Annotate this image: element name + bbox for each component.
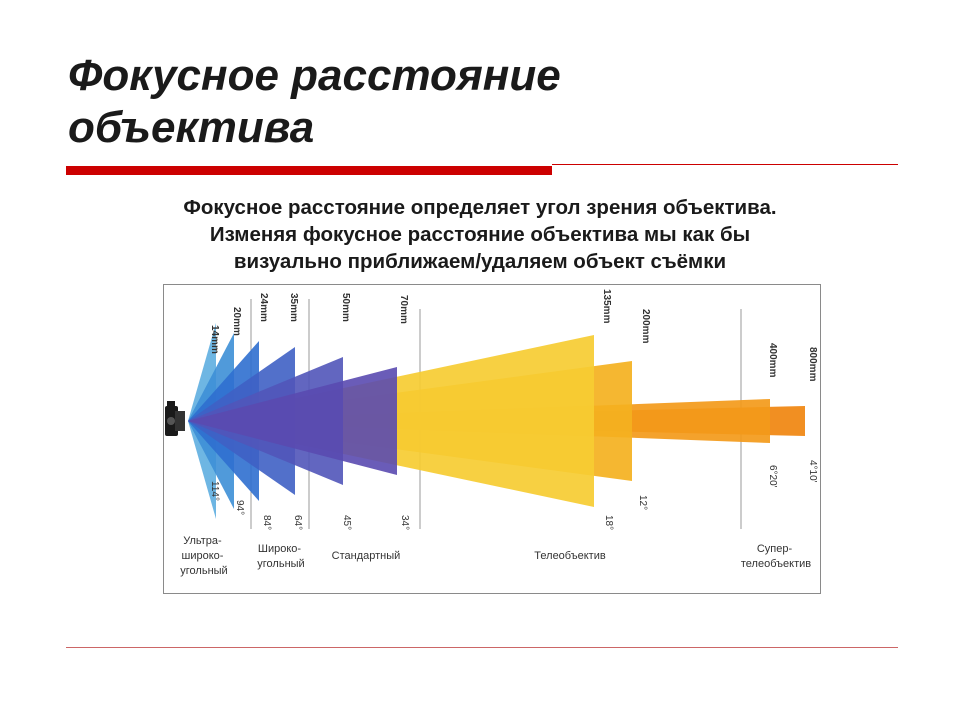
title-underline-thin bbox=[552, 164, 898, 165]
slide-subtitle bbox=[80, 194, 880, 275]
angle-label: 84° bbox=[261, 515, 272, 531]
angle-label: 114° bbox=[209, 481, 220, 501]
footer-rule bbox=[66, 647, 898, 648]
category-super-tele-line-1: Супер- bbox=[756, 543, 793, 555]
slide-title-line-1: Фокусное расстояние bbox=[68, 51, 561, 100]
focal-label: 24mm bbox=[258, 293, 269, 322]
angle-label: 6°20' bbox=[767, 465, 778, 488]
focal-label: 14mm bbox=[209, 325, 220, 354]
subtitle-line-2: Изменяя фокусное расстояние объектива мы как бы bbox=[209, 223, 751, 246]
angle-label: 12° bbox=[637, 495, 648, 511]
angle-label: 64° bbox=[292, 515, 303, 531]
angle-label: 34° bbox=[399, 515, 410, 531]
title-underline-thick bbox=[66, 166, 552, 175]
focal-label: 50mm bbox=[340, 293, 351, 322]
category-wide-line-2: угольный bbox=[257, 558, 305, 570]
focal-label: 200mm bbox=[640, 309, 651, 344]
angle-label: 45° bbox=[341, 515, 352, 531]
category-super-tele bbox=[741, 543, 811, 570]
lens-beams bbox=[188, 323, 805, 519]
category-standard-line-1: Стандартный bbox=[331, 550, 401, 562]
slide-title-line-2: объектива bbox=[68, 103, 315, 152]
category-standard bbox=[332, 550, 401, 562]
category-ultra-wide-line-1: Ультра- bbox=[183, 535, 222, 547]
category-wide bbox=[257, 543, 304, 570]
focal-label: 20mm bbox=[231, 307, 242, 336]
category-ultra-wide-line-3: угольный bbox=[180, 565, 228, 577]
category-tele-line-1: Телеобъектив bbox=[534, 550, 606, 562]
angle-label: 94° bbox=[234, 500, 245, 516]
category-super-tele-line-2: телеобъектив bbox=[740, 558, 812, 570]
category-wide-line-1: Широко- bbox=[257, 543, 302, 555]
angle-label: 4°10' bbox=[807, 460, 818, 483]
subtitle-line-3: визуально приближаем/удаляем объект съёмки bbox=[233, 250, 727, 273]
focal-label: 400mm bbox=[767, 343, 778, 378]
focal-length-diagram-canvas bbox=[164, 285, 820, 593]
category-ultra-wide bbox=[180, 535, 227, 577]
camera-icon bbox=[165, 401, 185, 436]
focal-label: 800mm bbox=[807, 347, 818, 382]
focal-label: 35mm bbox=[288, 293, 299, 322]
angle-label: 18° bbox=[603, 515, 614, 531]
focal-label: 70mm bbox=[398, 295, 409, 324]
subtitle-line-1: Фокусное расстояние определяет угол зрения объектива. bbox=[183, 196, 777, 219]
focal-label: 135mm bbox=[601, 289, 612, 324]
category-ultra-wide-line-2: широко- bbox=[181, 550, 224, 562]
focal-length-diagram bbox=[163, 284, 821, 594]
slide-title bbox=[68, 50, 868, 154]
category-tele bbox=[534, 550, 606, 562]
